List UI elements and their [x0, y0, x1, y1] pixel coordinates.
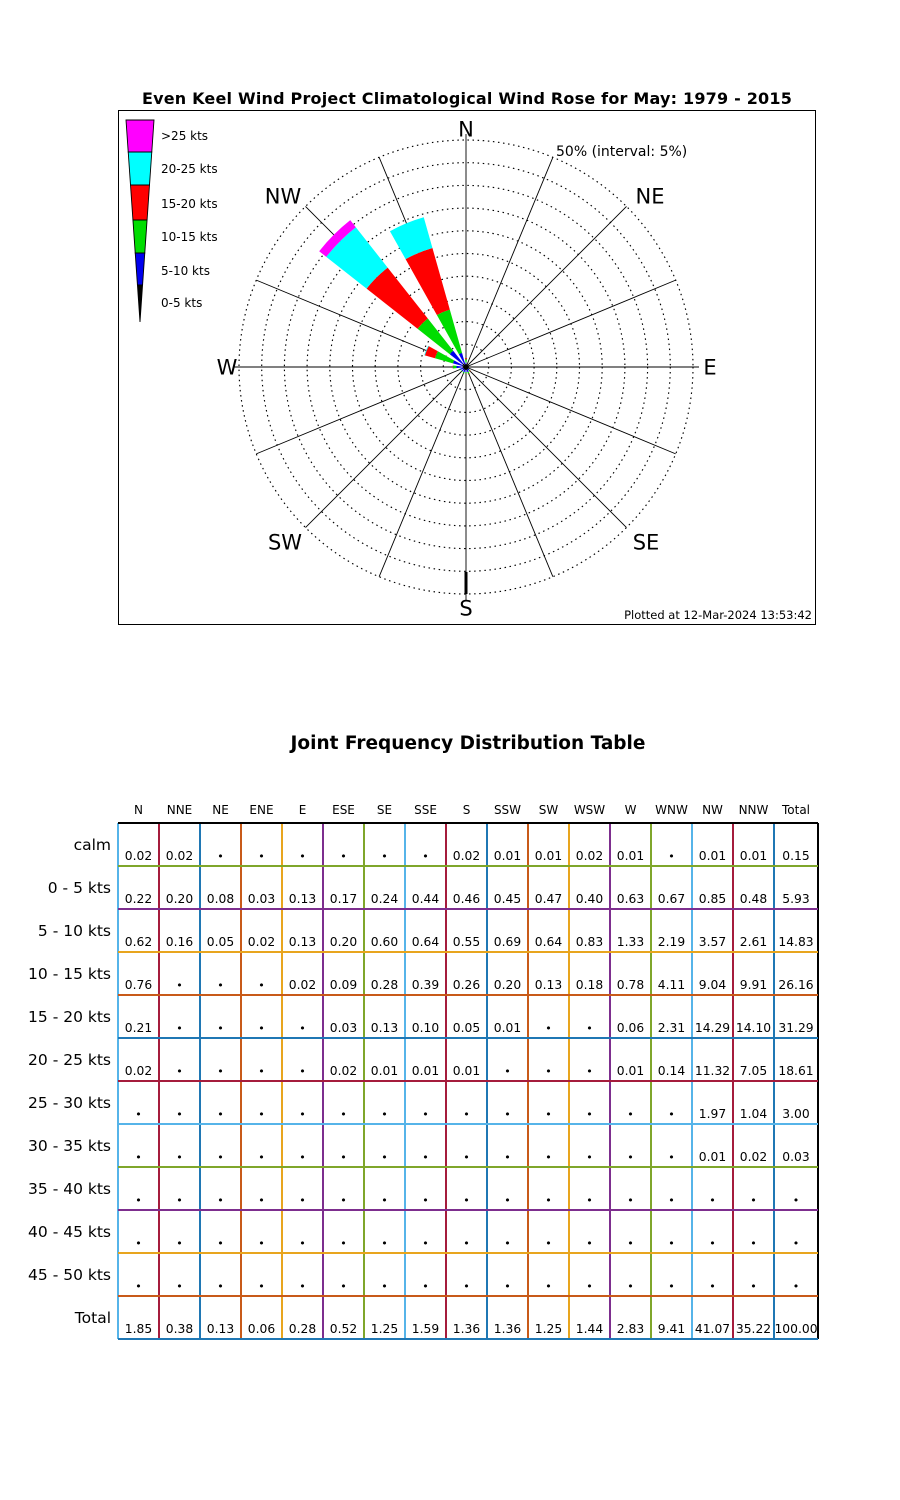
table-cell: • — [299, 1108, 306, 1121]
table-cell: • — [545, 1065, 552, 1078]
table-cell: • — [381, 1151, 388, 1164]
table-cell: 0.46 — [452, 891, 481, 906]
column-header: N — [134, 803, 143, 817]
table-grid-hline — [118, 994, 818, 995]
table-cell: • — [381, 1108, 388, 1121]
column-header: WSW — [573, 803, 606, 817]
table-grid-hline — [118, 951, 818, 952]
column-header: W — [624, 803, 637, 817]
table-cell: 14.29 — [694, 1020, 731, 1035]
column-header: SSE — [414, 803, 437, 817]
table-cell: • — [217, 1280, 224, 1293]
table-cell: 0.17 — [329, 891, 358, 906]
row-label: 25 - 30 kts — [28, 1094, 111, 1112]
table-cell: 0.09 — [329, 977, 358, 992]
table-cell: • — [668, 850, 675, 863]
table-cell: 2.31 — [657, 1020, 686, 1035]
table-cell: • — [176, 1022, 183, 1035]
table-cell: • — [586, 1151, 593, 1164]
compass-label-se: SE — [632, 530, 660, 555]
table-cell: 100.00 — [774, 1321, 818, 1336]
table-cell: 0.60 — [370, 934, 399, 949]
row-label: 15 - 20 kts — [28, 1008, 111, 1026]
table-cell: 0.02 — [247, 934, 276, 949]
table-cell: • — [217, 1065, 224, 1078]
table-cell: 0.28 — [288, 1321, 317, 1336]
table-cell: 41.07 — [694, 1321, 731, 1336]
table-cell: 31.29 — [778, 1020, 814, 1035]
column-header: SSW — [493, 803, 522, 817]
table-cell: 0.64 — [411, 934, 440, 949]
table-cell: 0.13 — [206, 1321, 235, 1336]
table-cell: • — [381, 1280, 388, 1293]
table-cell: 0.20 — [329, 934, 358, 949]
table-cell: 0.01 — [698, 848, 727, 863]
compass-label-n: N — [458, 117, 474, 142]
table-cell: • — [299, 1237, 306, 1250]
table-cell: • — [340, 1194, 347, 1207]
table-cell: • — [668, 1237, 675, 1250]
table-cell: 0.13 — [288, 891, 317, 906]
table-cell: 0.13 — [288, 934, 317, 949]
table-cell: • — [627, 1280, 634, 1293]
table-grid-hline — [118, 1209, 818, 1210]
table-cell: 0.02 — [288, 977, 317, 992]
table-grid-hline — [118, 1252, 818, 1253]
legend-label-20-25: 20-25 kts — [161, 162, 218, 176]
table-cell: 0.83 — [575, 934, 604, 949]
row-label: 30 - 35 kts — [28, 1137, 111, 1155]
table-cell: • — [545, 1022, 552, 1035]
table-cell: • — [176, 1194, 183, 1207]
table-cell: • — [135, 1280, 142, 1293]
table-cell: • — [299, 1022, 306, 1035]
table-cell: 0.47 — [534, 891, 563, 906]
table-cell: • — [504, 1108, 511, 1121]
table-cell: • — [258, 1280, 265, 1293]
table-cell: • — [792, 1194, 800, 1207]
table-cell: • — [422, 850, 429, 863]
row-label: 40 - 45 kts — [28, 1223, 111, 1241]
column-header: NW — [702, 803, 723, 817]
table-cell: • — [299, 1280, 306, 1293]
table-cell: • — [545, 1280, 552, 1293]
table-cell: 0.38 — [165, 1321, 194, 1336]
column-header: NE — [212, 803, 229, 817]
table-grid-hline — [118, 1080, 818, 1081]
table-cell: • — [504, 1194, 511, 1207]
table-title: Joint Frequency Distribution Table — [290, 733, 646, 754]
table-cell: 35.22 — [735, 1321, 772, 1336]
table-cell: • — [545, 1194, 552, 1207]
table-cell: • — [217, 1108, 224, 1121]
table-cell: 1.04 — [739, 1106, 768, 1121]
table-cell: • — [381, 850, 388, 863]
table-cell: 0.15 — [782, 848, 810, 863]
table-cell: • — [463, 1194, 470, 1207]
table-cell: • — [299, 1065, 306, 1078]
table-cell: 1.97 — [698, 1106, 727, 1121]
table-cell: • — [504, 1151, 511, 1164]
table-cell: 2.61 — [739, 934, 768, 949]
table-cell: • — [545, 1108, 552, 1121]
table-cell: • — [299, 1151, 306, 1164]
table-cell: • — [258, 979, 265, 992]
table-cell: • — [668, 1151, 675, 1164]
table-cell: 0.62 — [124, 934, 153, 949]
table-cell: 0.52 — [329, 1321, 358, 1336]
table-cell: 0.03 — [782, 1149, 810, 1164]
table-grid-hline — [118, 908, 818, 909]
table-grid-hline — [118, 1295, 818, 1296]
table-cell: • — [258, 1108, 265, 1121]
table-cell: • — [463, 1151, 470, 1164]
table-cell: • — [422, 1194, 429, 1207]
table-cell: • — [176, 1237, 183, 1250]
table-cell: • — [422, 1237, 429, 1250]
table-cell: 14.10 — [735, 1020, 772, 1035]
table-cell: • — [217, 1022, 224, 1035]
row-label: 5 - 10 kts — [37, 922, 111, 940]
table-cell: 0.05 — [206, 934, 235, 949]
table-cell: • — [258, 1194, 265, 1207]
compass-label-sw: SW — [267, 530, 303, 555]
table-cell: • — [217, 1194, 224, 1207]
table-cell: • — [135, 1237, 142, 1250]
table-cell: 0.20 — [165, 891, 194, 906]
table-cell: 0.01 — [411, 1063, 440, 1078]
table-cell: • — [217, 979, 224, 992]
table-cell: 0.05 — [452, 1020, 481, 1035]
table-cell: 7.05 — [739, 1063, 768, 1078]
table-cell: • — [135, 1194, 142, 1207]
table-cell: 9.41 — [657, 1321, 686, 1336]
table-grid-hline — [118, 1338, 818, 1339]
row-label: Total — [74, 1309, 111, 1327]
table-cell: 0.44 — [411, 891, 440, 906]
compass-label-s: S — [459, 596, 473, 621]
column-header: E — [298, 803, 307, 817]
table-cell: • — [545, 1151, 552, 1164]
compass-label-e: E — [703, 355, 717, 380]
column-header: Total — [781, 803, 811, 817]
legend-label-5-10: 5-10 kts — [161, 264, 210, 278]
table-cell: • — [340, 1108, 347, 1121]
table-cell: • — [668, 1194, 675, 1207]
column-header: NNE — [166, 803, 193, 817]
table-cell: 0.06 — [247, 1321, 276, 1336]
legend-label-10-15: 10-15 kts — [161, 230, 218, 244]
table-cell: • — [381, 1194, 388, 1207]
table-cell: 0.24 — [370, 891, 399, 906]
table-cell: 14.83 — [778, 934, 814, 949]
table-cell: 0.01 — [370, 1063, 399, 1078]
plotted-timestamp: Plotted at 12-Mar-2024 13:53:42 — [624, 608, 812, 622]
table-cell: 0.01 — [534, 848, 563, 863]
table-cell: • — [627, 1108, 634, 1121]
table-cell: 0.85 — [698, 891, 727, 906]
table-cell: 0.01 — [616, 1063, 645, 1078]
table-cell: 0.21 — [124, 1020, 153, 1035]
table-grid-hline — [118, 822, 818, 824]
table-grid-hline — [118, 1123, 818, 1124]
chart-title: Even Keel Wind Project Climatological Wind Rose for May: 1979 - 2015 — [141, 89, 793, 108]
table-cell: 0.55 — [452, 934, 481, 949]
table-cell: • — [627, 1194, 634, 1207]
compass-label-w: W — [216, 355, 238, 380]
table-cell: • — [258, 1022, 265, 1035]
table-cell: 3.00 — [782, 1106, 810, 1121]
table-cell: 3.57 — [698, 934, 727, 949]
table-cell: • — [627, 1151, 634, 1164]
table-cell: • — [750, 1280, 757, 1293]
table-cell: 0.28 — [370, 977, 399, 992]
table-cell: • — [504, 1280, 511, 1293]
table-cell: • — [463, 1237, 470, 1250]
table-cell: 0.13 — [370, 1020, 399, 1035]
row-label: 10 - 15 kts — [28, 965, 111, 983]
column-header: S — [462, 803, 471, 817]
row-label: 20 - 25 kts — [28, 1051, 111, 1069]
table-cell: • — [135, 1151, 142, 1164]
table-cell: 1.44 — [575, 1321, 604, 1336]
table-cell: • — [340, 1151, 347, 1164]
table-cell: 0.40 — [575, 891, 604, 906]
compass-label-ne: NE — [635, 184, 665, 209]
table-cell: • — [709, 1194, 716, 1207]
legend-label-15-20: 15-20 kts — [161, 197, 218, 211]
table-cell: • — [299, 850, 306, 863]
table-cell: • — [176, 1065, 183, 1078]
table-cell: • — [463, 1280, 470, 1293]
table-cell: 0.02 — [739, 1149, 768, 1164]
table-grid-hline — [118, 1166, 818, 1167]
row-label: calm — [73, 836, 111, 854]
table-cell: • — [258, 850, 265, 863]
table-cell: • — [545, 1237, 552, 1250]
table-cell: • — [340, 1280, 347, 1293]
column-header: WNW — [655, 803, 688, 817]
table-cell: • — [217, 1151, 224, 1164]
table-cell: • — [750, 1194, 757, 1207]
table-cell: 11.32 — [694, 1063, 731, 1078]
table-cell: 0.69 — [493, 934, 522, 949]
table-cell: • — [668, 1280, 675, 1293]
table-cell: 0.16 — [165, 934, 194, 949]
table-cell: • — [176, 1108, 183, 1121]
table-cell: • — [299, 1194, 306, 1207]
table-cell: • — [258, 1151, 265, 1164]
table-cell: 4.11 — [657, 977, 686, 992]
table-grid-hline — [118, 1037, 818, 1038]
table-cell: • — [627, 1237, 634, 1250]
table-cell: 1.85 — [124, 1321, 153, 1336]
table-cell: • — [586, 1194, 593, 1207]
table-cell: 0.01 — [616, 848, 645, 863]
table-grid-hline — [118, 865, 818, 866]
table-cell: 0.01 — [493, 1020, 522, 1035]
table-cell: 1.25 — [370, 1321, 399, 1336]
table-cell: • — [709, 1280, 716, 1293]
table-cell: 0.01 — [698, 1149, 727, 1164]
table-cell: 0.67 — [657, 891, 686, 906]
table-cell: 0.02 — [165, 848, 194, 863]
table-cell: 1.25 — [534, 1321, 563, 1336]
table-cell: 0.01 — [739, 848, 768, 863]
table-cell: 0.18 — [575, 977, 604, 992]
table-cell: 0.02 — [124, 848, 153, 863]
table-cell: • — [586, 1280, 593, 1293]
table-cell: 0.02 — [329, 1063, 358, 1078]
table-cell: 0.78 — [616, 977, 645, 992]
table-cell: 0.01 — [452, 1063, 481, 1078]
table-cell: 0.14 — [657, 1063, 686, 1078]
column-header: ENE — [249, 803, 274, 817]
table-cell: 1.36 — [493, 1321, 522, 1336]
table-cell: • — [792, 1280, 800, 1293]
table-cell: 0.02 — [452, 848, 481, 863]
table-cell: 0.63 — [616, 891, 645, 906]
table-cell: • — [709, 1237, 716, 1250]
table-cell: 1.59 — [411, 1321, 440, 1336]
table-cell: 0.22 — [124, 891, 153, 906]
table-cell: 0.20 — [493, 977, 522, 992]
table-cell: 0.01 — [493, 848, 522, 863]
table-cell: • — [422, 1151, 429, 1164]
table-cell: 0.45 — [493, 891, 522, 906]
table-cell: 2.19 — [657, 934, 686, 949]
row-label: 45 - 50 kts — [28, 1266, 111, 1284]
table-cell: • — [586, 1237, 593, 1250]
column-header: ESE — [332, 803, 355, 817]
row-label: 0 - 5 kts — [47, 879, 111, 897]
table-cell: • — [586, 1065, 593, 1078]
table-cell: • — [504, 1237, 511, 1250]
table-cell: • — [217, 850, 224, 863]
table-cell: • — [176, 1280, 183, 1293]
table-cell: • — [217, 1237, 224, 1250]
table-cell: • — [792, 1237, 800, 1250]
column-header: SW — [538, 803, 559, 817]
table-cell: 9.91 — [739, 977, 768, 992]
table-cell: • — [422, 1280, 429, 1293]
table-cell: 0.13 — [534, 977, 563, 992]
compass-label-nw: NW — [264, 184, 302, 209]
table-cell: • — [750, 1237, 757, 1250]
legend-label-0-5: 0-5 kts — [161, 296, 203, 310]
column-header: SE — [376, 803, 393, 817]
table-cell: 1.36 — [452, 1321, 481, 1336]
column-header: NNW — [738, 803, 769, 817]
table-cell: 26.16 — [778, 977, 814, 992]
table-cell: 0.39 — [411, 977, 440, 992]
table-cell: 0.48 — [739, 891, 768, 906]
table-cell: 0.03 — [247, 891, 276, 906]
table-cell: 2.83 — [616, 1321, 645, 1336]
table-cell: • — [504, 1065, 511, 1078]
table-cell: 0.64 — [534, 934, 563, 949]
table-cell: 0.02 — [575, 848, 604, 863]
table-cell: • — [176, 1151, 183, 1164]
table-cell: • — [586, 1022, 593, 1035]
table-cell: • — [340, 1237, 347, 1250]
table-cell: 0.06 — [616, 1020, 645, 1035]
table-cell: 0.02 — [124, 1063, 153, 1078]
table-cell: • — [381, 1237, 388, 1250]
table-cell: • — [258, 1237, 265, 1250]
table-cell: 0.08 — [206, 891, 235, 906]
table-cell: 5.93 — [782, 891, 810, 906]
table-cell: 0.10 — [411, 1020, 440, 1035]
table-cell: 0.26 — [452, 977, 481, 992]
row-label: 35 - 40 kts — [28, 1180, 111, 1198]
table-cell: 9.04 — [698, 977, 727, 992]
table-cell: 18.61 — [778, 1063, 814, 1078]
table-cell: • — [258, 1065, 265, 1078]
table-cell: • — [176, 979, 183, 992]
table-cell: • — [422, 1108, 429, 1121]
radial-scale-annotation: 50% (interval: 5%) — [556, 144, 688, 160]
table-cell: • — [463, 1108, 470, 1121]
legend-label-gt25: >25 kts — [161, 129, 209, 143]
table-cell: 1.33 — [616, 934, 645, 949]
table-cell: • — [340, 850, 347, 863]
table-cell: 0.03 — [329, 1020, 358, 1035]
table-cell: • — [668, 1108, 675, 1121]
table-cell: • — [135, 1108, 142, 1121]
table-cell: 0.76 — [124, 977, 153, 992]
table-cell: • — [586, 1108, 593, 1121]
